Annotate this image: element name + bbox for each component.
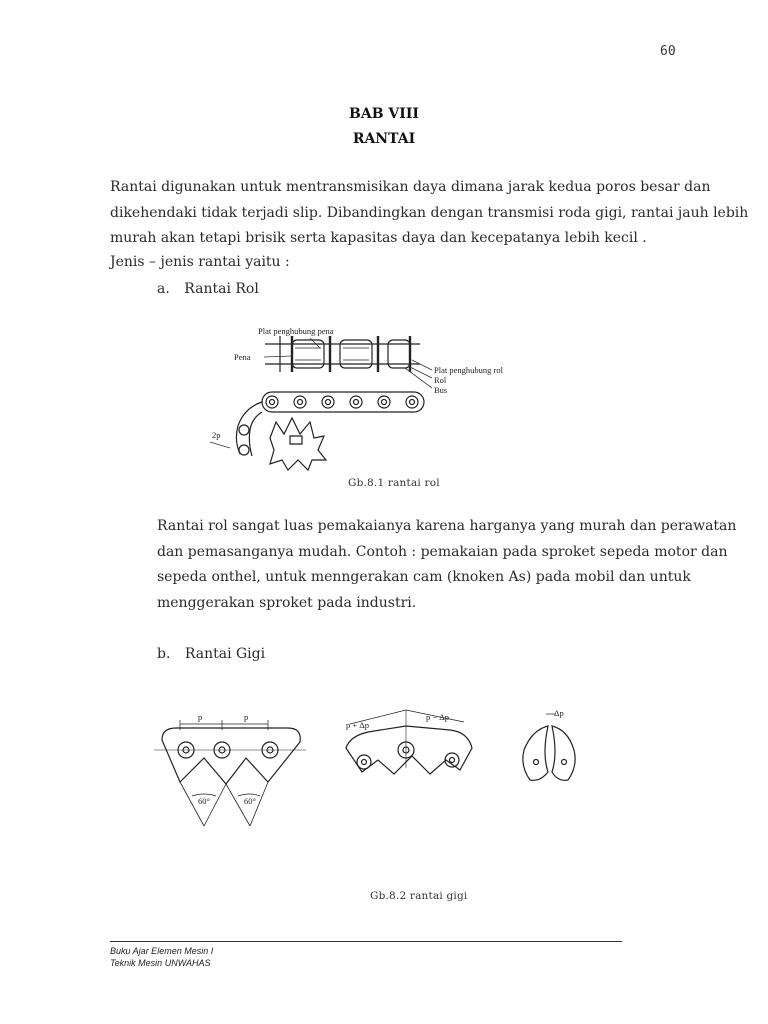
section-b-title: Rantai Gigi (184, 646, 266, 662)
roller-paragraph (157, 514, 736, 616)
chapter-title: RANTAI (352, 131, 416, 147)
section-b-marker: b. (157, 646, 171, 662)
roller-line: sepeda onthel, untuk menngerakan cam (knoken As) pada mobil dan untuk (157, 569, 691, 585)
toothed-chain-end-view (523, 714, 575, 780)
label-p-plus-dp: p + Δp (346, 720, 370, 730)
label-pena: Pena (234, 352, 251, 362)
footer-department: Teknik Mesin UNWAHAS (110, 958, 211, 968)
section-b-heading (157, 642, 265, 668)
intro-paragraph (110, 175, 748, 272)
section-a-heading (157, 277, 259, 303)
label-plat-pena: Plat penghubung pena (258, 326, 334, 336)
section-a-marker: a. (157, 281, 170, 297)
toothed-chain-straight (154, 720, 306, 826)
roller-line: dan pemasanganya mudah. Contoh : pemakaian pada sproket sepeda motor dan (157, 543, 728, 560)
sprocket (270, 418, 326, 470)
label-dp: Δp (554, 708, 564, 718)
intro-line: dikehendaki tidak terjadi slip. Dibandingkan dengan transmisi roda gigi, rantai jauh lebih (110, 204, 749, 221)
roller-line: menggerakan sproket pada industri. (157, 594, 417, 611)
roller-chain-figure (200, 318, 540, 478)
label-angle1: 60° (198, 796, 210, 806)
intro-line: Rantai digunakan untuk mentransmisikan daya dimana jarak kedua poros besar dan (110, 179, 711, 195)
label-angle2: 60° (244, 796, 256, 806)
page-number: 60 (660, 44, 676, 59)
label-p1: p (198, 712, 203, 722)
intro-line: Jenis – jenis rantai yaitu : (110, 253, 290, 270)
label-pitch: 2p (212, 430, 221, 440)
roller-chain-leaders (264, 338, 432, 388)
roller-chain-links (236, 392, 424, 456)
intro-line: murah akan tetapi brisik serta kapasitas daya dan kecepatanya lebih kecil . (110, 230, 647, 246)
label-p2: p (244, 712, 249, 722)
label-p-minus-dp: p − Δp (426, 712, 450, 722)
footer-divider (110, 941, 622, 942)
chapter-number: BAB VIII (349, 106, 419, 122)
toothed-chain-figure (150, 700, 590, 835)
section-a-title: Rantai Rol (184, 281, 259, 297)
roller-chain-plan-view (265, 336, 420, 372)
label-plat-rol: Plat penghubung rol (434, 365, 503, 375)
footer-book-title: Buku Ajar Elemen Mesin I (110, 946, 214, 956)
figure2-caption: Gb.8.2 rantai gigi (370, 890, 468, 902)
figure1-caption: Gb.8.1 rantai rol (348, 477, 440, 489)
roller-line: Rantai rol sangat luas pemakaianya karena harganya yang murah dan perawatan (157, 518, 737, 534)
label-bus: Bus (434, 385, 448, 395)
label-rol: Rol (434, 375, 447, 385)
